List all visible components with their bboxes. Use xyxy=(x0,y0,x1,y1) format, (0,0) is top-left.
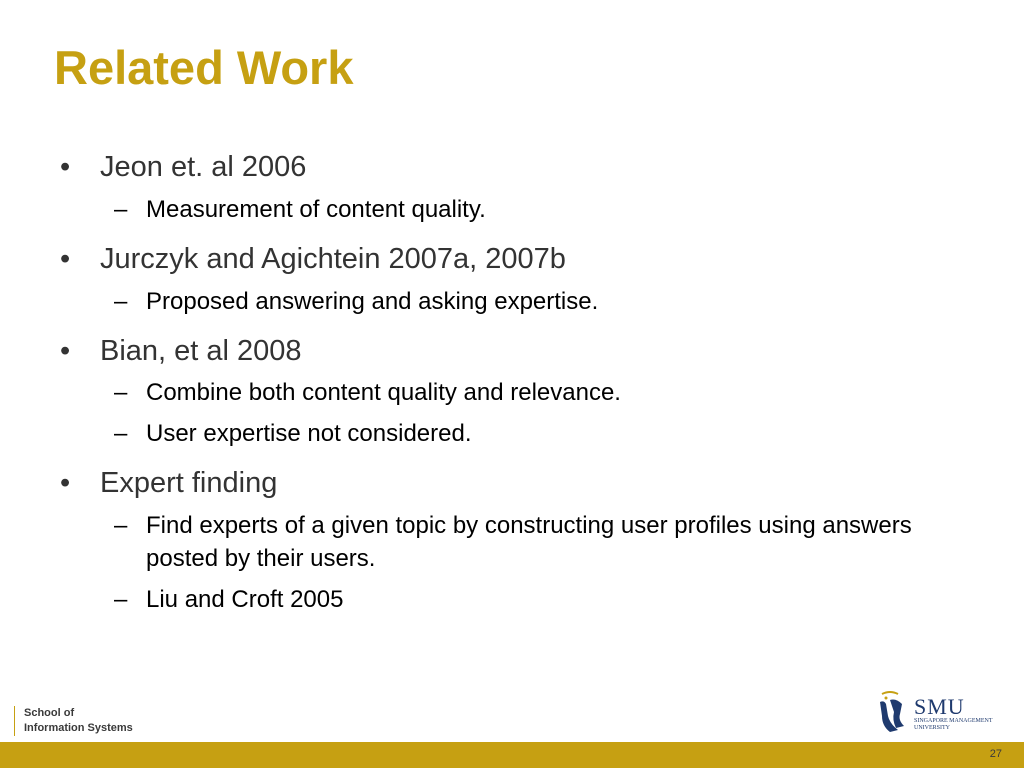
sub-bullet-text: Combine both content quality and relevance. xyxy=(146,379,621,407)
school-label-line1: School of xyxy=(24,707,75,719)
bullet-icon: • xyxy=(60,467,71,500)
logo-subtext-line1: SINGAPORE MANAGEMENT xyxy=(914,718,993,724)
sub-bullet-item xyxy=(58,583,978,616)
school-label-line2: Information Systems xyxy=(24,722,133,734)
sub-bullet-text: Liu and Croft 2005 xyxy=(146,586,344,614)
sub-bullet-text: Find experts of a given topic by constructing user profiles using answers posted by their users. xyxy=(146,512,912,573)
bullet-text: Bian, et al 2008 xyxy=(100,334,302,367)
bullet-list xyxy=(58,150,978,616)
lion-crest-icon xyxy=(876,690,910,734)
bullet-item xyxy=(58,466,978,501)
sub-bullet-item xyxy=(58,509,978,575)
dash-icon: – xyxy=(114,586,128,614)
footer-bar xyxy=(0,742,1024,768)
bullet-item xyxy=(58,242,978,277)
bullet-item xyxy=(58,150,978,185)
logo-subtext-line2: UNIVERSITY xyxy=(914,725,950,731)
bullet-text: Jeon et. al 2006 xyxy=(100,151,307,183)
bullet-icon: • xyxy=(60,242,71,275)
dash-icon: – xyxy=(114,512,128,540)
bullet-icon: • xyxy=(60,151,71,183)
slide-title: Related Work xyxy=(54,41,354,94)
bullet-icon: • xyxy=(60,334,71,367)
dash-icon: – xyxy=(114,195,128,223)
page-number: 27 xyxy=(989,748,1002,760)
school-label xyxy=(14,706,133,736)
sub-bullet-item xyxy=(58,417,978,450)
sub-bullet-text: Measurement of content quality. xyxy=(146,195,486,223)
smu-logo xyxy=(872,686,1010,738)
bullet-text: Jurczyk and Agichtein 2007a, 2007b xyxy=(100,242,566,275)
sub-bullet-text: User expertise not considered. xyxy=(146,420,472,448)
dash-icon: – xyxy=(114,379,128,407)
sub-bullet-item xyxy=(58,193,978,226)
bullet-text: Expert finding xyxy=(100,467,278,500)
logo-subtext xyxy=(914,718,1006,732)
dash-icon: – xyxy=(114,420,128,448)
bullet-item xyxy=(58,334,978,369)
sub-bullet-item xyxy=(58,376,978,409)
sub-bullet-item xyxy=(58,285,978,318)
dash-icon: – xyxy=(114,287,128,315)
sub-bullet-text: Proposed answering and asking expertise. xyxy=(146,287,599,315)
logo-wordmark: SMU xyxy=(914,694,965,719)
